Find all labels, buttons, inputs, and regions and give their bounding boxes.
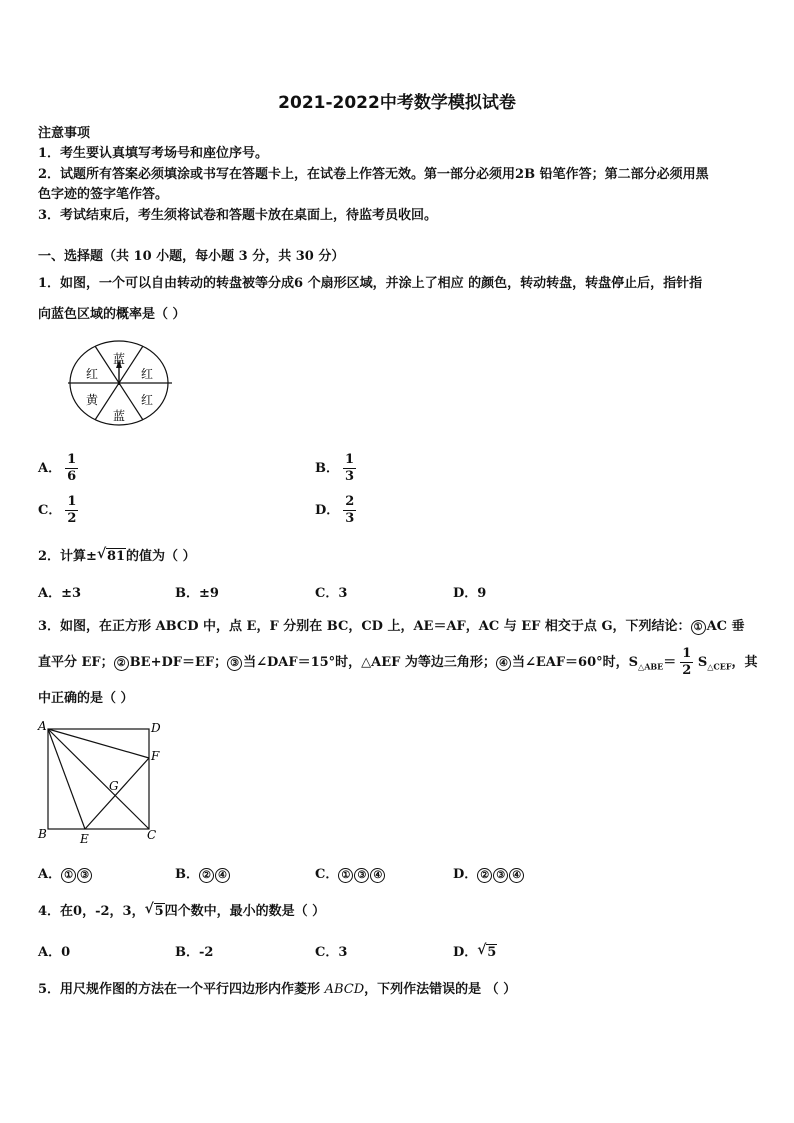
point-label-a: A — [38, 719, 47, 733]
q2-option-c[interactable]: C．3 — [315, 586, 348, 601]
q3-stem-line3: 中正确的是（ ） — [38, 691, 134, 706]
q2-option-b[interactable]: B．±9 — [175, 586, 219, 601]
sector-label: 蓝 — [112, 352, 126, 366]
q2-option-d[interactable]: D．9 — [453, 586, 487, 601]
q1-stem-line1: 1．如图，一个可以自由转动的转盘被等分成6 个扇形区域，并涂上了相应 的颜色，转动转盘，转盘停止后，指针指 — [38, 276, 703, 291]
q3-option-d[interactable]: D． ② ③ ④ — [453, 863, 525, 883]
square-figure — [34, 715, 169, 845]
section-heading: 一、选择题（共 10 小题，每小题 3 分，共 30 分） — [38, 249, 345, 264]
q4-option-a[interactable]: A．0 — [38, 945, 71, 960]
q3-stem-line2: 直平分 EF； ② BE+DF＝EF； ③ 当∠DAF＝15°时，△AEF 为等边三角形； ④ 当∠EAF＝60°时，$S_{\triangle ABE}=$ $\frac{1}{2}$ $S_{\triangle CEF}$，其 — [38, 646, 758, 678]
notice-heading: 注意事项 — [38, 126, 91, 141]
notice-item: 色字迹的签字笔作答。 — [38, 187, 169, 202]
point-label-e: E — [80, 832, 89, 845]
notice-item: 3．考试结束后，考生须将试卷和答题卡放在桌面上，待监考员收回。 — [38, 208, 438, 223]
spinner-figure — [68, 340, 178, 430]
q3-option-a[interactable]: A． ① ③ — [38, 863, 93, 883]
q2-option-a[interactable]: A．±3 — [38, 586, 82, 601]
q1-option-c[interactable]: C． $\frac{1}{2}$ — [38, 494, 77, 526]
notice-item: 2．试题所有答案必须填涂或书写在答题卡上，在试卷上作答无效。第一部分必须用2B 铅笔作答；第二部分必须用黑 — [38, 167, 709, 182]
q2-stem: 2．计算±√ 81的值为（ ） — [38, 545, 196, 564]
q1-option-d[interactable]: D． $\frac{2}{3}$ — [315, 494, 355, 526]
point-label-g: G — [109, 779, 119, 793]
sector-label: 红 — [85, 367, 99, 381]
sector-label: 黄 — [85, 393, 99, 407]
point-label-b: B — [38, 827, 47, 841]
q4-stem: 4．在0，-2，3，√ 5四个数中，最小的数是（ ） — [38, 900, 325, 919]
q4-option-b[interactable]: B．-2 — [175, 945, 214, 960]
q5-stem: 5．用尺规作图的方法在一个平行四边形内作菱形 ABCD，下列作法错误的是 （ ） — [38, 982, 517, 997]
point-label-d: D — [151, 721, 161, 735]
point-label-f: F — [151, 749, 160, 763]
point-label-c: C — [147, 828, 157, 842]
q1-option-a[interactable]: A． $\frac{1}{6}$ — [38, 452, 77, 484]
q4-option-c[interactable]: C．3 — [315, 945, 348, 960]
q4-option-d[interactable]: D．√ 5 — [453, 941, 497, 960]
q3-option-b[interactable]: B． ② ④ — [175, 863, 231, 883]
q3-stem-line1: 3．如图，在正方形 ABCD 中，点 E，F 分别在 BC，CD 上，AE＝AF，AC 与 EF 相交于点 G，下列结论： ① AC 垂 — [38, 619, 745, 634]
q1-stem-line2: 向蓝色区域的概率是（ ） — [38, 307, 186, 322]
q1-option-b[interactable]: B． $\frac{1}{3}$ — [315, 452, 355, 484]
sector-label: 蓝 — [112, 409, 126, 423]
page-title: 2021-2022中考数学模拟试卷 — [278, 93, 516, 113]
notice-item: 1．考生要认真填写考场号和座位序号。 — [38, 146, 269, 161]
sector-label: 红 — [140, 393, 154, 407]
q3-option-c[interactable]: C． ① ③ ④ — [315, 863, 386, 883]
sector-label: 红 — [140, 367, 154, 381]
